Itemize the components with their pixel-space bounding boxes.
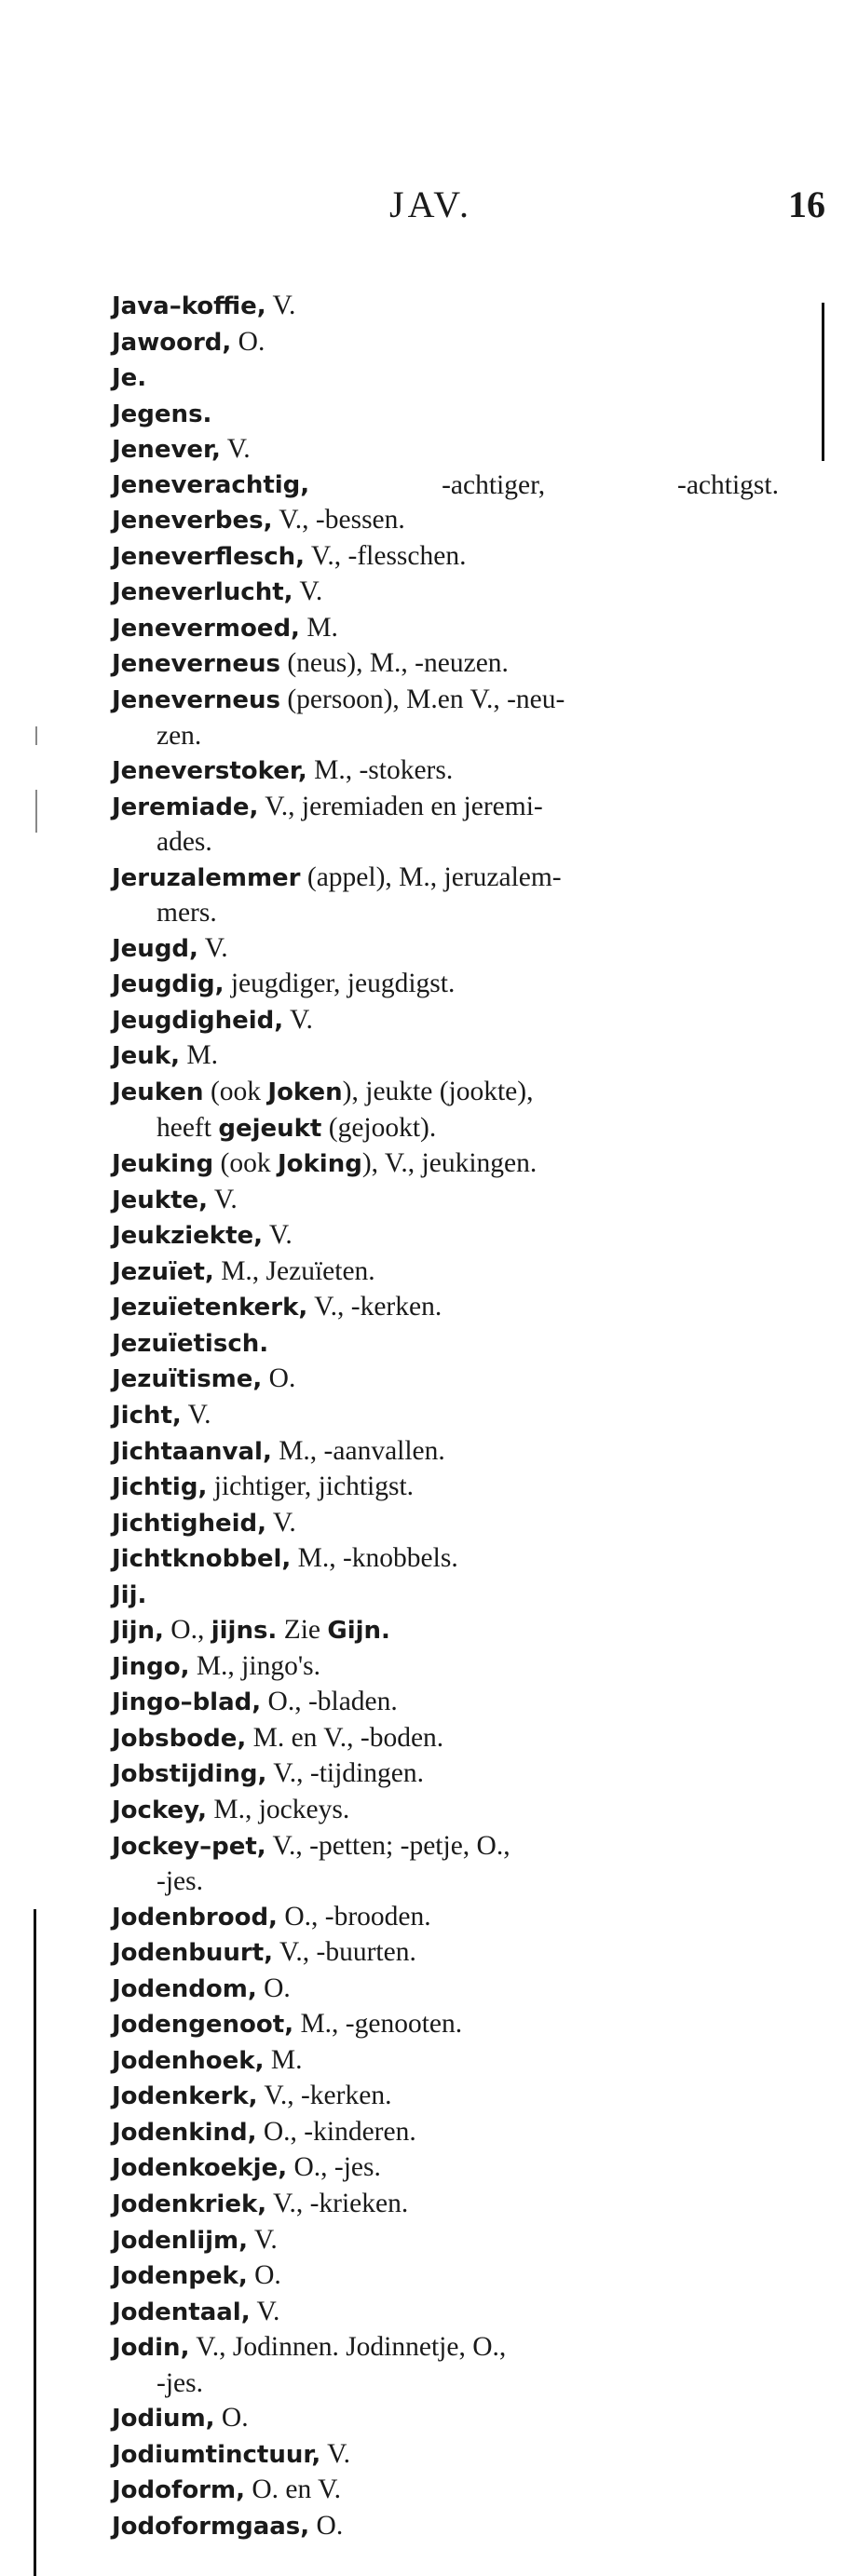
entry-headword: Jichtaanval, <box>112 1437 272 1466</box>
entry-definition: V., jeremiaden en jeremi- <box>258 791 543 821</box>
entry-headword: Jeugdigheid, <box>112 1006 284 1035</box>
entry-definition: V. <box>250 2296 280 2326</box>
dictionary-entry <box>112 1434 783 1471</box>
entry-headword: Jeneverstoker, <box>112 757 307 786</box>
entry-headword: Jeuken <box>112 1078 204 1107</box>
entry-definition: V., -bessen. <box>272 505 405 536</box>
dictionary-entry <box>112 432 783 468</box>
dictionary-entry <box>112 1793 783 1829</box>
entry-headword: Jodenbrood, <box>112 1903 278 1932</box>
entry-definition: M. <box>180 1040 218 1071</box>
entry-headword: Jodenkind, <box>112 2118 257 2147</box>
entry-headword: Jeugdig, <box>112 970 225 999</box>
entry-definition: O. <box>247 2260 281 2291</box>
dictionary-entry <box>112 611 783 647</box>
entry-headword: Jenevermoed, <box>112 614 300 643</box>
dictionary-entry <box>112 1506 783 1542</box>
dictionary-entry <box>112 289 783 325</box>
entry-definition: V., -flesschen. <box>305 540 467 571</box>
entry-definition: M., -genooten. <box>293 2009 463 2040</box>
entry-continuation <box>112 1111 783 1147</box>
entry-headword: Gijn. <box>327 1617 390 1646</box>
entry-headword: Jodenhoek, <box>112 2046 265 2075</box>
entry-headword: Jeneverachtig, <box>112 470 310 499</box>
dictionary-entry <box>112 1900 783 1936</box>
entry-definition: Zie <box>277 1615 328 1646</box>
entry-headword: gejeukt <box>218 1114 322 1143</box>
entry-headword: Jijn, <box>112 1617 164 1646</box>
entry-headword: Jichtknobbel, <box>112 1545 292 1574</box>
entry-continuation <box>112 2366 783 2402</box>
dictionary-entry <box>112 2150 783 2187</box>
entry-headword: Jeremiade, <box>112 793 259 821</box>
entry-definition: jeugdiger, jeugdigst. <box>224 969 456 999</box>
dictionary-entry <box>112 1146 783 1183</box>
entry-headword: Jij. <box>112 1580 147 1609</box>
dictionary-entry <box>112 967 783 1003</box>
entry-definition: V. <box>320 2438 350 2469</box>
entry-definition: (gejookt). <box>321 1112 437 1143</box>
entry-definition: ), V., jeukingen. <box>361 1148 538 1179</box>
entry-headword: Jodium, <box>112 2405 215 2434</box>
entry-headword: Jodenlijm, <box>112 2226 248 2255</box>
dictionary-entry <box>112 1183 783 1219</box>
entry-definition: V., -kerken. <box>307 1292 442 1322</box>
entry-definition: mers. <box>157 898 217 929</box>
entry-definition: V. <box>293 576 323 607</box>
dictionary-entry <box>112 1290 783 1326</box>
entry-definition: V. <box>248 2224 278 2255</box>
entry-definition: V. <box>197 932 228 963</box>
dictionary-entry <box>112 1578 783 1614</box>
dictionary-entry <box>112 790 783 826</box>
margin-rule-right <box>822 303 824 461</box>
dictionary-entry <box>112 2473 783 2509</box>
entry-headword: Jichtig, <box>112 1473 208 1502</box>
entry-definition: (ook <box>203 1077 268 1107</box>
entry-definition: -jes. <box>157 2367 203 2398</box>
dictionary-entry <box>112 575 783 611</box>
entry-definition: M. <box>264 2044 303 2075</box>
dictionary-entry <box>112 1398 783 1434</box>
entry-headword: Jodenkriek, <box>112 2190 267 2218</box>
entry-definition: jichtiger, jichtigst. <box>207 1471 415 1502</box>
dictionary-entry <box>112 1075 783 1111</box>
dictionary-entry <box>112 1218 783 1254</box>
entry-headword: Jichtigheid, <box>112 1509 267 1538</box>
entry-headword: Jodenbuurt, <box>112 1939 274 1968</box>
dictionary-entry <box>112 753 783 790</box>
dictionary-entry <box>112 1613 783 1649</box>
entry-headword: Jeukziekte, <box>112 1222 264 1251</box>
entry-definition: M., -knobbels. <box>291 1543 458 1574</box>
dictionary-entry <box>112 2295 783 2331</box>
dictionary-entry <box>112 360 783 397</box>
entry-definition: O., -brooden. <box>277 1901 431 1932</box>
entry-headword: Jawoord, <box>112 328 232 357</box>
entry-headword: Jobstijding, <box>112 1760 267 1789</box>
entry-headword: Joken <box>267 1078 343 1107</box>
entry-headword: Jeukte, <box>112 1186 209 1214</box>
entry-headword: Jezuïetenkerk, <box>112 1294 308 1322</box>
dictionary-entry <box>112 861 783 897</box>
dictionary-entry <box>112 2115 783 2151</box>
entry-headword: Jingo, <box>112 1652 190 1681</box>
dictionary-entry <box>112 1649 783 1686</box>
dictionary-entry <box>112 1972 783 2008</box>
entry-headword: Jingo–blad, <box>112 1688 262 1717</box>
entry-headword: Jodenkerk, <box>112 2082 258 2111</box>
entry-definition: O., -jes. <box>287 2152 381 2183</box>
entry-headword: Jodiumtinctuur, <box>112 2440 321 2469</box>
entry-definition: -achtiger, <box>442 469 546 500</box>
dictionary-entry <box>112 1756 783 1793</box>
margin-mark <box>35 726 37 745</box>
dictionary-entry <box>112 1470 783 1506</box>
entry-headword: Jezuïetisch. <box>112 1329 269 1358</box>
entry-headword: Jeneverbes, <box>112 507 273 536</box>
entry-headword: Jodin, <box>112 2334 190 2363</box>
entry-headword: Jobsbode, <box>112 1724 247 1753</box>
margin-rule-left <box>34 1909 36 2576</box>
entry-continuation <box>112 1864 783 1900</box>
dictionary-entry <box>112 931 783 968</box>
dictionary-entry <box>112 2258 783 2295</box>
entry-definition: V. <box>283 1004 313 1035</box>
entry-definition: O., <box>163 1615 211 1646</box>
dictionary-entry <box>112 468 779 504</box>
entry-definition: V., -buurten. <box>273 1937 416 1968</box>
dictionary-entry <box>112 1003 783 1039</box>
entry-headword: Jodendom, <box>112 1974 257 2003</box>
page-number: 16 <box>788 183 825 225</box>
dictionary-entry <box>112 325 783 361</box>
entry-definition: M., -stokers. <box>306 755 454 786</box>
entry-continuation <box>112 825 783 861</box>
entry-headword: Jodengenoot, <box>112 2011 294 2040</box>
entry-definition: M., jockeys. <box>206 1794 350 1824</box>
entry-definition: M., jingo's. <box>189 1650 320 1681</box>
entry-definition: V., Jodinnen. Jodinnetje, O., <box>189 2332 507 2363</box>
entry-definition: V., -krieken. <box>266 2188 409 2218</box>
entry-headword: Jodentaal, <box>112 2298 251 2326</box>
entry-definition: -achtigst. <box>677 469 779 500</box>
dictionary-entry <box>112 1038 783 1075</box>
entry-definition: O., -bladen. <box>261 1687 398 1717</box>
entry-definition: O. <box>256 1973 291 2003</box>
entry-definition: zen. <box>157 720 202 751</box>
dictionary-entry <box>112 646 783 683</box>
dictionary-entry <box>112 1685 783 1721</box>
entry-continuation <box>112 719 783 754</box>
dictionary-entry <box>112 2007 783 2043</box>
entry-definition: V. <box>220 434 251 465</box>
entry-definition: (appel), M., jeruzalem- <box>300 861 562 892</box>
entry-headword: jijns. <box>211 1617 278 1646</box>
dictionary-entry <box>112 2079 783 2115</box>
entry-definition: M. <box>299 612 338 643</box>
entry-headword: Jeruzalemmer <box>112 863 301 892</box>
entry-headword: Jeuking <box>112 1150 214 1179</box>
entry-headword: Jodenkoekje, <box>112 2154 288 2183</box>
entry-definition: V., -petten; -petje, O., <box>265 1830 510 1861</box>
entry-headword: Jeneverneus <box>112 650 280 679</box>
entry-headword: Jodoformgaas, <box>112 2512 310 2541</box>
dictionary-entry <box>112 397 783 433</box>
dictionary-entry <box>112 2437 783 2474</box>
entry-definition: O. <box>231 326 265 357</box>
dictionary-entry <box>112 1829 783 1865</box>
entry-headword: Je. <box>112 364 147 393</box>
dictionary-entries <box>112 289 783 2544</box>
margin-mark <box>35 790 37 833</box>
entry-definition: V. <box>266 1507 296 1538</box>
dictionary-entry <box>112 2509 783 2545</box>
entry-definition: V. <box>263 1220 293 1251</box>
entry-definition: (ook <box>213 1148 278 1179</box>
entry-definition: heeft <box>157 1112 219 1143</box>
entry-headword: Jeugd, <box>112 934 198 963</box>
entry-continuation <box>112 896 783 931</box>
entry-headword: Jezuïtisme, <box>112 1365 263 1394</box>
entry-definition: V. <box>181 1399 211 1430</box>
running-head: JAV. <box>389 183 473 225</box>
entry-definition: ades. <box>157 827 212 858</box>
dictionary-entry <box>112 2043 783 2080</box>
entry-headword: Jockey, <box>112 1796 207 1824</box>
entry-headword: Jeneverneus <box>112 686 280 715</box>
entry-definition: V., -kerken. <box>257 2081 392 2111</box>
dictionary-entry <box>112 503 783 539</box>
entry-headword: Jenever, <box>112 436 221 465</box>
entry-definition: M., -aanvallen. <box>271 1435 445 1466</box>
entry-definition: O. <box>309 2510 344 2541</box>
dictionary-entry <box>112 1362 783 1398</box>
page-header <box>0 183 844 238</box>
dictionary-entry <box>112 2330 783 2366</box>
dictionary-entry <box>112 1935 783 1972</box>
entry-headword: Jicht, <box>112 1401 182 1430</box>
dictionary-entry <box>112 2187 783 2223</box>
dictionary-entry <box>112 1254 783 1291</box>
entry-headword: Jodoform, <box>112 2476 245 2505</box>
entry-definition: (persoon), M.en V., -neu- <box>279 685 565 715</box>
entry-headword: Joking <box>277 1150 362 1179</box>
entry-headword: Jeuk, <box>112 1042 180 1071</box>
entry-definition: O. <box>214 2403 249 2434</box>
entry-headword: Jeneverflesch, <box>112 542 306 571</box>
entry-definition: (neus), M., -neuzen. <box>279 648 509 679</box>
dictionary-entry <box>112 1541 783 1578</box>
dictionary-entry <box>112 2401 783 2437</box>
dictionary-entry <box>112 1326 783 1363</box>
entry-definition: V., -tijdingen. <box>266 1758 424 1789</box>
entry-headword: Jeneverlucht, <box>112 578 293 607</box>
dictionary-entry <box>112 683 783 719</box>
entry-headword: Jockey–pet, <box>112 1832 266 1861</box>
entry-definition: O. en V. <box>244 2474 341 2505</box>
entry-headword: Jezuïet, <box>112 1257 214 1286</box>
entry-definition: -jes. <box>157 1866 203 1897</box>
entry-definition: O., -kinderen. <box>256 2116 416 2147</box>
entry-definition: V. <box>208 1184 238 1214</box>
entry-definition: M. en V., -boden. <box>246 1722 444 1753</box>
entry-headword: Java–koffie, <box>112 292 266 320</box>
dictionary-entry <box>112 539 783 576</box>
entry-definition: V. <box>265 291 296 320</box>
dictionary-entry <box>112 2223 783 2259</box>
dictionary-entry <box>112 1721 783 1757</box>
entry-definition: ), jeukte (jookte), <box>342 1077 534 1107</box>
entry-definition: M., Jezuïeten. <box>213 1255 375 1286</box>
entry-definition: O. <box>262 1363 296 1394</box>
entry-headword: Jegens. <box>112 400 212 428</box>
entry-headword: Jodenpek, <box>112 2262 248 2291</box>
